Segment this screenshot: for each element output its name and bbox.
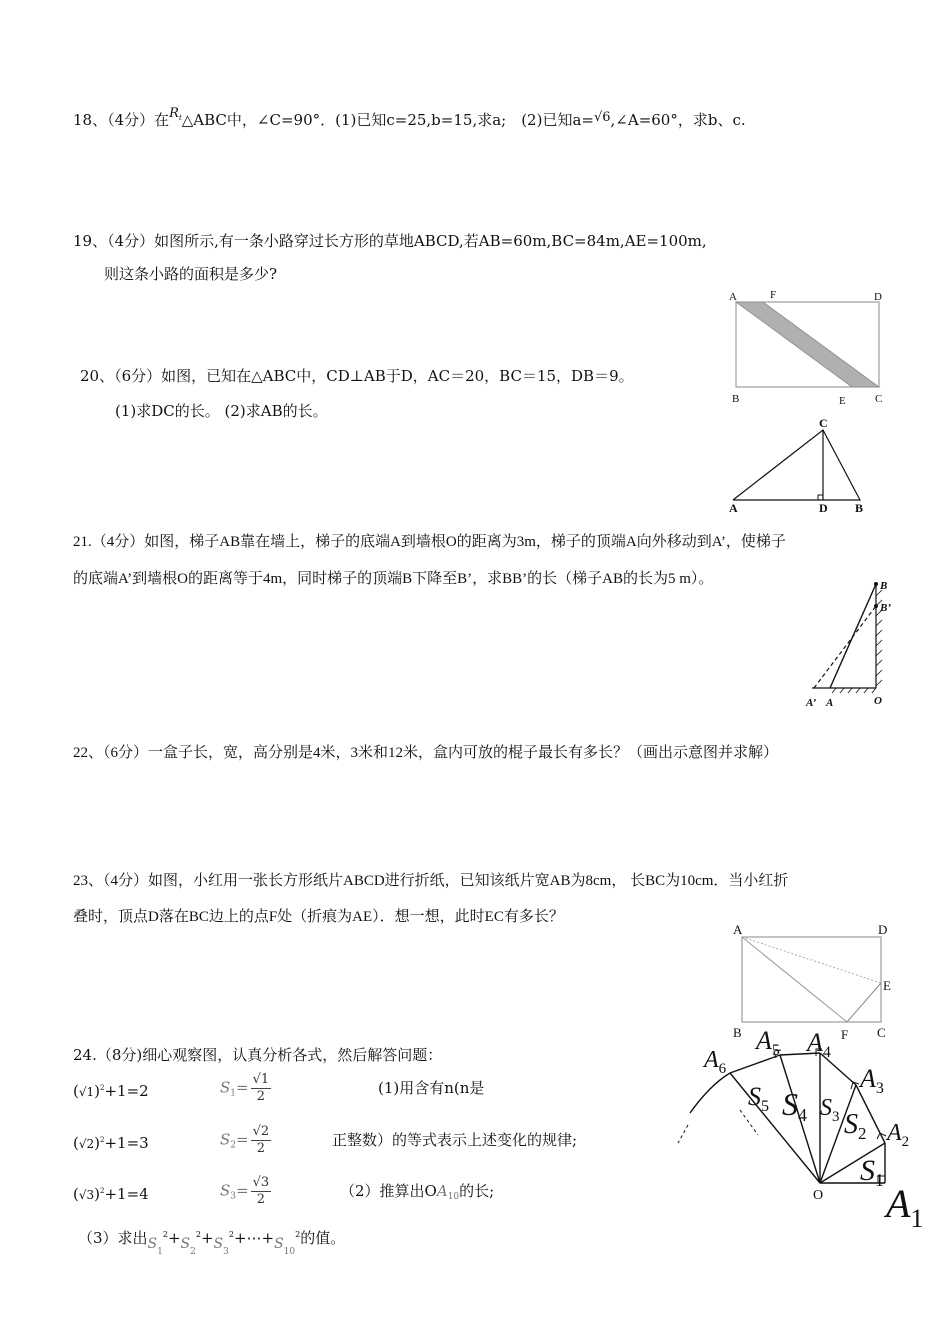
right-angle-mark <box>818 495 823 500</box>
q24-part-1a: (1)用含有n(n是 <box>378 1079 485 1097</box>
label-s5: $S_5$ <box>748 1082 769 1115</box>
label-s1: $S_1$ <box>860 1154 884 1190</box>
label-a4: $A_4$ <box>807 1028 831 1061</box>
question-19-line-1: 19、（4分）如图所示,有一条小路穿过长方形的草地ABCD,若AB=60m,BC=84m,AE=100m, <box>73 232 707 250</box>
q24-s2-formula: $S_2=$ $\frac{√2}{2}$ <box>220 1124 270 1156</box>
triangle-abc <box>733 430 860 500</box>
label-a2: $A_2$ <box>887 1120 910 1150</box>
question-18 <box>73 106 746 136</box>
ladder-a2b2 <box>814 606 876 688</box>
q18-text-a: 18、（4分）在 <box>73 111 170 129</box>
q18-text-b: △ABC中，∠C=90°．(1)已知c=25,b=15,求a; (2)已知a= <box>181 111 594 129</box>
figure-q19-rectangle <box>725 284 895 408</box>
label-a-prime: A’ <box>806 697 817 709</box>
label-b-prime: B’ <box>880 602 891 614</box>
q24-row-2: $(√2)^2+1=3$ <box>73 1134 149 1152</box>
continuation-right <box>740 1110 758 1135</box>
point-b-prime <box>874 604 878 608</box>
label-s2: $S_2$ <box>844 1109 867 1143</box>
ground-hatching <box>832 688 876 693</box>
label-f: F <box>841 1027 849 1042</box>
label-b: B <box>855 501 864 515</box>
label-s4: S4 <box>782 1086 807 1125</box>
label-a: A <box>826 697 834 709</box>
point-b <box>874 582 878 586</box>
label-a: A <box>729 501 738 515</box>
figure-q21-ladder <box>800 574 900 714</box>
q24-s3-formula: $S_3=$ $\frac{√3}{2}$ <box>220 1175 270 1207</box>
label-s3: $S_3$ <box>820 1095 840 1125</box>
label-b: B <box>880 580 888 592</box>
segment-af <box>742 937 847 1022</box>
label-e: E <box>883 978 891 993</box>
label-a: A <box>729 291 737 303</box>
q18-text-c: ,∠A=60°，求b、c. <box>610 111 746 129</box>
question-19-line-2: 则这条小路的面积是多少? <box>104 265 278 283</box>
label-c: C <box>875 393 883 405</box>
segment-fe <box>847 983 881 1022</box>
label-a: A <box>733 922 743 937</box>
question-21-line-1: 21.（4分）如图，梯子AB靠在墙上，梯子的底端A到墙根O的距离为3m，梯子的顶端A向外移动到A’，使梯子 <box>73 534 786 550</box>
label-f: F <box>770 289 777 301</box>
q24-part-2: （2）推算出$OA_{10}$的长; <box>340 1182 495 1202</box>
question-23-line-2: 叠时，顶点D落在BC边上的点F处（折痕为AE）．想一想，此时EC有多长？ <box>73 909 564 925</box>
label-a3: $A_3$ <box>860 1064 884 1097</box>
label-a5: $A_5$ <box>756 1026 780 1059</box>
label-d: D <box>878 922 888 937</box>
label-d: D <box>874 291 882 303</box>
question-20-line-1: 20、（6分）如图，已知在△ABC中，CD⊥AB于D，AC＝20，BC＝15，DB＝9。 <box>80 367 634 385</box>
q24-part-3: （3）求出$S_1^2+S_2^2+S_3^2+\cdots+S_{10}^2$的值。 <box>78 1229 346 1257</box>
q24-s1-formula: $S_1=$ $\frac{√1}{2}$ <box>220 1072 270 1104</box>
label-o: O <box>874 695 882 707</box>
label-o: O <box>813 1188 824 1203</box>
question-22: 22、（6分）一盒子长，宽，高分别是4米，3米和12米，盒内可放的棍子最长有多长？（画出示意图并求解） <box>73 745 779 761</box>
continuation-left <box>678 1125 688 1143</box>
label-e: E <box>839 395 846 407</box>
rt-symbol: $R_t$ <box>169 106 182 122</box>
sqrt-6: √6 <box>593 110 611 125</box>
root-paren-2: $(√2)^2$ <box>73 1134 105 1152</box>
path-strip <box>736 302 879 387</box>
question-23-line-1: 23、（4分）如图，小红用一张长方形纸片ABCD进行折纸，已知该纸片宽AB为8cm， 长BC为10cm．当小红折 <box>73 873 789 889</box>
q24-row-1: $(√1)^2+1=2$ <box>73 1082 149 1100</box>
label-c: C <box>877 1025 886 1040</box>
label-c: C <box>819 416 828 430</box>
root-paren-1: $(√1)^2$ <box>73 1082 105 1100</box>
q24-row-3: $(√3)^2+1=4$ <box>73 1185 149 1203</box>
question-24-title: 24.（8分)细心观察图，认真分析各式，然后解答问题： <box>73 1046 443 1064</box>
fold-line-ae <box>742 937 881 983</box>
label-a6: $A_6$ <box>704 1047 727 1077</box>
root-paren-3: $(√3)^2$ <box>73 1185 105 1203</box>
question-20-line-2: (1)求DC的长。 (2)求AB的长。 <box>115 402 328 420</box>
figure-q24-spiral <box>670 1025 925 1235</box>
figure-q20-triangle <box>726 414 876 518</box>
question-21-line-2: 的底端A’到墙根O的距离等于4m，同时梯子的顶端B下降至B’，求BB’的长（梯子AB的长为5 m）。 <box>73 571 714 587</box>
label-b: B <box>732 393 740 405</box>
label-a1: $A_1$ <box>886 1181 924 1233</box>
label-d: D <box>819 501 828 515</box>
rect-abcd <box>742 937 881 1022</box>
q24-part-1b: 正整数）的等式表示上述变化的规律; <box>332 1131 578 1149</box>
label-b: B <box>733 1025 742 1040</box>
